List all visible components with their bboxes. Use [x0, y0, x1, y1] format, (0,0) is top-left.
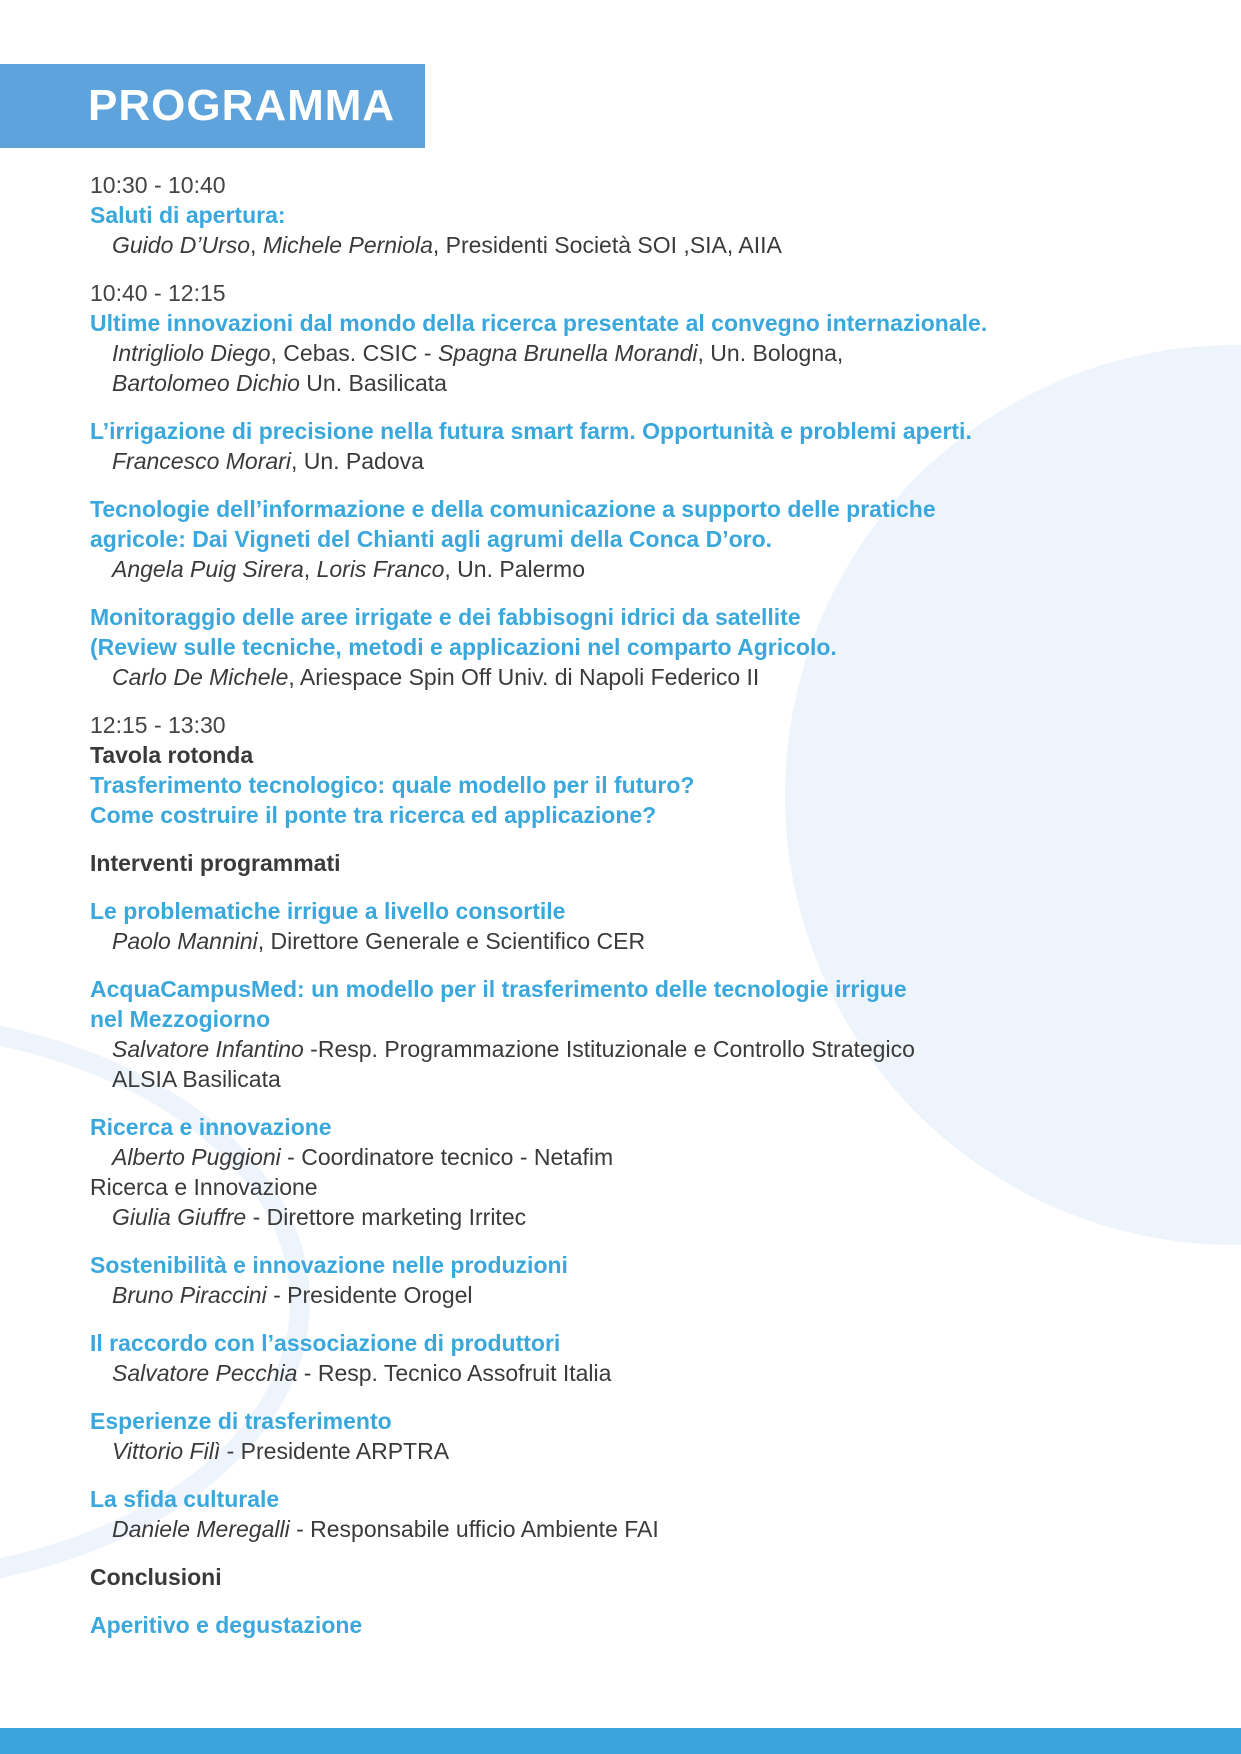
program-item: [90, 1112, 1190, 1232]
speaker-affiliation: - Responsabile ufficio Ambiente FAI: [289, 1516, 659, 1542]
session-title: Tecnologie dell’informazione e della comunicazione a supporto delle pratiche: [90, 496, 936, 522]
session-title: nel Mezzogiorno: [90, 1006, 271, 1032]
speaker-name: Guido D’Urso: [112, 232, 251, 258]
speaker-name: Vittorio Filì: [112, 1438, 221, 1464]
speaker-affiliation: , Un. Padova: [290, 448, 424, 474]
speaker-text: ,: [250, 232, 263, 258]
session-title: La sfida culturale: [90, 1486, 280, 1512]
program-list: [90, 170, 1190, 1658]
program-item: [90, 416, 1190, 476]
speaker-name: Carlo De Michele: [112, 664, 289, 690]
speaker-name: Bruno Piraccini: [112, 1282, 267, 1308]
speaker-affiliation: - Resp. Tecnico Assofruit Italia: [297, 1360, 612, 1386]
session-title: Il raccordo con l’associazione di produttori: [90, 1330, 561, 1356]
speaker-line: [90, 1514, 1190, 1544]
title-banner: [0, 64, 425, 148]
speaker-line: [90, 1202, 1190, 1232]
speaker-name: Angela Puig Sirera: [112, 556, 304, 582]
program-item: [90, 278, 1190, 398]
speaker-line: [90, 1358, 1190, 1388]
speaker-name: Michele Perniola: [262, 232, 433, 258]
program-item: [90, 974, 1190, 1094]
time-slot: 10:40 - 12:15: [90, 280, 226, 306]
session-title: (Review sulle tecniche, metodi e applicazioni nel comparto Agricolo.: [90, 634, 837, 660]
speaker-name: Spagna Brunella Morandi: [437, 340, 698, 366]
session-title: Ricerca e innovazione: [90, 1114, 332, 1140]
session-title: Saluti di apertura:: [90, 202, 286, 228]
speaker-affiliation: - Presidente Orogel: [266, 1282, 473, 1308]
section-heading: Conclusioni: [90, 1564, 222, 1590]
speaker-name: Giulia Giuffre: [112, 1204, 247, 1230]
session-label: Tavola rotonda: [90, 742, 254, 768]
program-item: [90, 494, 1190, 584]
session-title: agricole: Dai Vigneti del Chianti agli agrumi della Conca D’oro.: [90, 526, 773, 552]
speaker-affiliation: , Presidenti Società SOI ,SIA, AIIA: [432, 232, 782, 258]
program-item: [90, 1484, 1190, 1544]
time-slot: 12:15 - 13:30: [90, 712, 226, 738]
program-item: [90, 602, 1190, 692]
time-slot: 10:30 - 10:40: [90, 172, 226, 198]
speaker-line: [90, 1034, 1190, 1064]
speaker-line: [90, 1142, 1190, 1172]
speaker-affiliation: -Resp. Programmazione Istituzionale e Controllo Strategico: [303, 1036, 915, 1062]
speaker-line: [90, 338, 1190, 368]
speaker-name: Bartolomeo Dichio: [112, 370, 300, 396]
session-title: Esperienze di trasferimento: [90, 1408, 392, 1434]
session-title: L’irrigazione di precisione nella futura smart farm. Opportunità e problemi aperti.: [90, 418, 972, 444]
speaker-text: ,: [303, 556, 317, 582]
program-item: [90, 1328, 1190, 1388]
speaker-line: [90, 1280, 1190, 1310]
program-item: [90, 170, 1190, 260]
program-item: [90, 1250, 1190, 1310]
speaker-affiliation: , Un. Palermo: [444, 556, 586, 582]
speaker-affiliation: - Presidente ARPTRA: [220, 1438, 450, 1464]
speaker-line: [90, 446, 1190, 476]
speaker-name: Salvatore Infantino: [112, 1036, 304, 1062]
program-item: [90, 848, 1190, 878]
speaker-line: [90, 554, 1190, 584]
speaker-line: [90, 230, 1190, 260]
speaker-text: , Cebas. CSIC -: [270, 340, 438, 366]
speaker-affiliation: , Ariespace Spin Off Univ. di Napoli Federico II: [288, 664, 760, 690]
speaker-affiliation: - Coordinatore tecnico - Netafim: [280, 1144, 614, 1170]
speaker-affiliation: - Direttore marketing Irritec: [246, 1204, 527, 1230]
speaker-line: [90, 926, 1190, 956]
speaker-affiliation: , Un. Bologna,: [697, 340, 844, 366]
speaker-name: Loris Franco: [316, 556, 445, 582]
speaker-line: [90, 662, 1190, 692]
speaker-affiliation: ALSIA Basilicata: [112, 1066, 281, 1092]
session-title: Come costruire il ponte tra ricerca ed applicazione?: [90, 802, 657, 828]
speaker-name: Paolo Mannini: [112, 928, 258, 954]
speaker-line: [90, 1436, 1190, 1466]
speaker-affiliation: Un. Basilicata: [299, 370, 447, 396]
session-title: AcquaCampusMed: un modello per il trasferimento delle tecnologie irrigue: [90, 976, 907, 1002]
session-title: Le problematiche irrigue a livello consortile: [90, 898, 566, 924]
program-item: [90, 896, 1190, 956]
program-item: [90, 710, 1190, 830]
session-title: Sostenibilità e innovazione nelle produzioni: [90, 1252, 568, 1278]
speaker-name: Salvatore Pecchia: [112, 1360, 298, 1386]
bottom-bar: [0, 1728, 1241, 1754]
speaker-name: Daniele Meregalli: [112, 1516, 290, 1542]
program-item: [90, 1610, 1190, 1640]
speaker-name: Alberto Puggioni: [112, 1144, 281, 1170]
program-item: [90, 1562, 1190, 1592]
session-title: Monitoraggio delle aree irrigate e dei fabbisogni idrici da satellite: [90, 604, 801, 630]
session-title: Aperitivo e degustazione: [90, 1612, 363, 1638]
affiliation-line: Ricerca e Innovazione: [90, 1174, 318, 1200]
speaker-line: [90, 368, 1190, 398]
speaker-name: Intrigliolo Diego: [112, 340, 271, 366]
section-heading: Interventi programmati: [90, 850, 341, 876]
session-title: Trasferimento tecnologico: quale modello per il futuro?: [90, 772, 695, 798]
page-title: PROGRAMMA: [88, 81, 396, 130]
session-title: Ultime innovazioni dal mondo della ricerca presentate al convegno internazionale.: [90, 310, 988, 336]
speaker-affiliation: , Direttore Generale e Scientifico CER: [257, 928, 646, 954]
speaker-line: [90, 1064, 1190, 1094]
speaker-name: Francesco Morari: [112, 448, 291, 474]
program-item: [90, 1406, 1190, 1466]
